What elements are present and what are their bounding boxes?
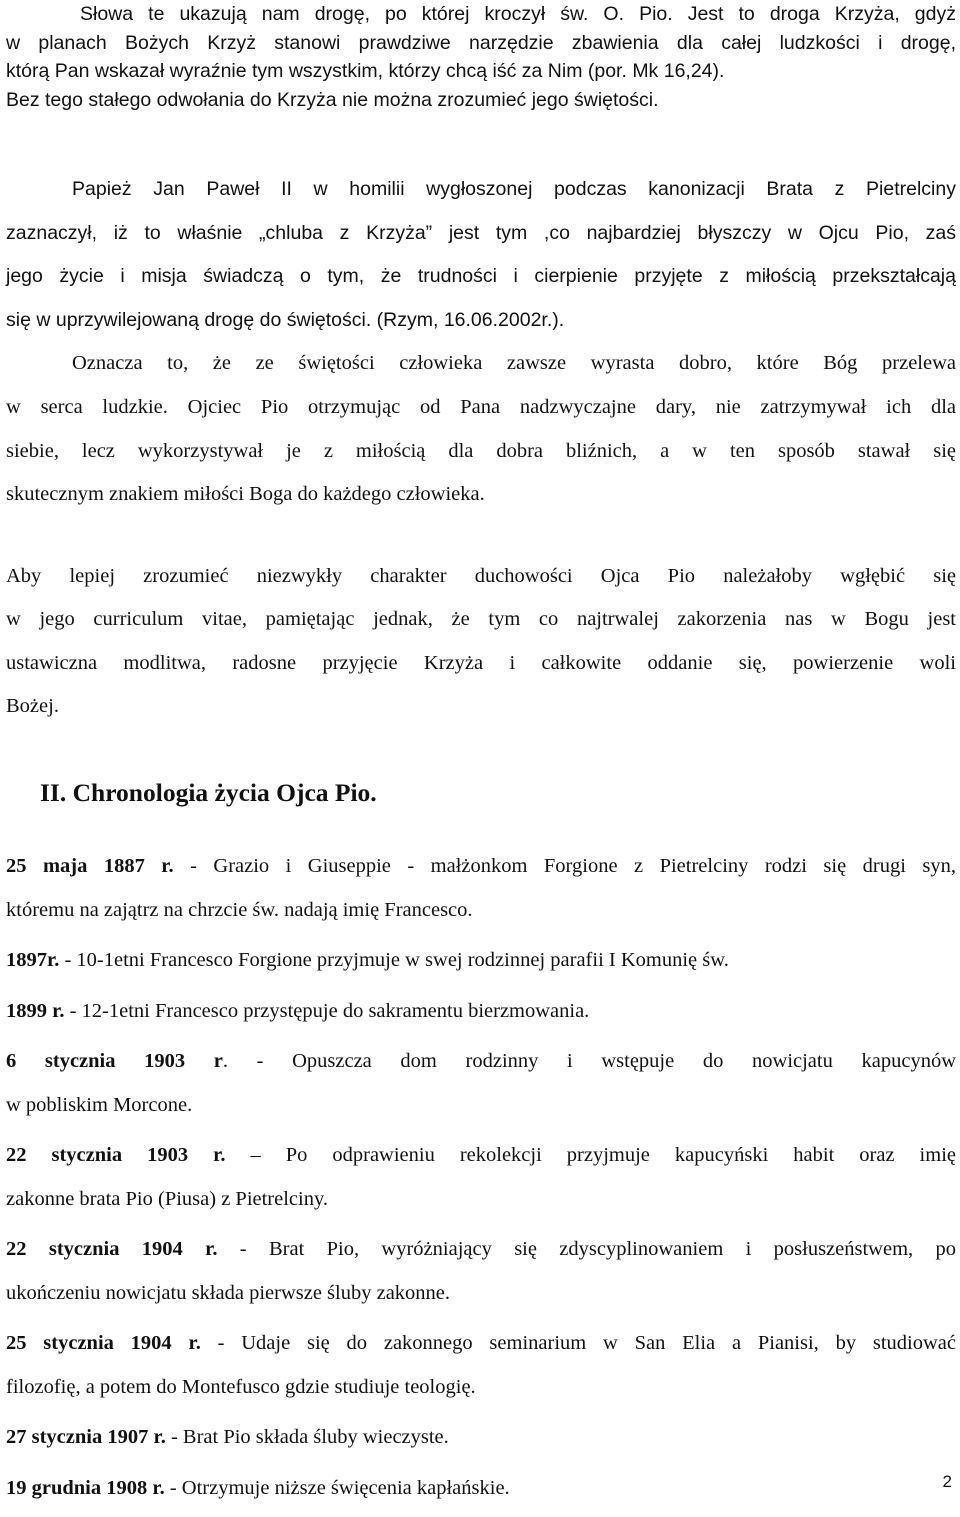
text-line: Papież Jan Paweł II w homilii wygłoszonej podczas kanonizacji Brata z Pietrelciny [72,178,956,200]
chronology-text-continued: w pobliskim Morcone. [6,1093,193,1116]
chronology-text-continued: zakonne brata Pio (Piusa) z Pietrelciny. [6,1187,329,1210]
chronology-text: - Grazio i Giuseppie - małżonkom Forgione z Pietrelciny rodzi się drugi syn, [173,855,956,877]
text-line: się w uprzywilejowaną drogę do świętości. (Rzym, 16.06.2002r.). [6,308,565,331]
text-line: którą Pan wskazał wyraźnie tym wszystkim, którzy chcą iść za Nim (por. Mk 16,24). [6,60,725,82]
chronology-line [6,939,956,983]
chronology-date: 25 maja 1887 r. [6,855,174,877]
paragraph-cross [6,0,956,114]
text-line: Bez tego stałego odwołania do Krzyża nie można zrozumieć jego świętości. [6,88,659,111]
chronology-text: - Otrzymuje niższe święcenia kapłańskie. [164,1476,510,1499]
text-line: Bożej. [6,695,59,718]
chronology-line [6,845,956,889]
paragraph-curriculum [6,555,956,729]
chronology-entry [6,1228,956,1315]
text-line: w jego curriculum vitae, pamiętając jednak, że tym co najtrwalej zakorzenia nas w Bogu jest [6,608,956,631]
chronology-date: 22 stycznia 1904 r. [6,1238,218,1260]
chronology-entry [6,1416,956,1460]
chronology-text: . - Opuszcza dom rodzinny i wstępuje do nowicjatu kapucynów [222,1050,956,1072]
chronology-entry [6,1467,956,1511]
text-line: siebie, lecz wykorzystywał je z miłością dla dobra bliźnich, a w ten sposób stawał się [6,439,956,462]
chronology-entry [6,1322,956,1409]
chronology-line [6,1228,956,1272]
text-line: w planach Bożych Krzyż stanowi prawdziwe narzędzie zbawienia dla całej ludzkości i drogę, [6,31,956,54]
section-heading: II. Chronologia życia Ojca Pio. [40,778,377,807]
paragraph-homily [6,168,956,517]
chronology-text-continued: któremu na zajątrz na chrzcie św. nadają imię Francesco. [6,898,473,921]
chronology-date: 1897r. [6,949,60,971]
chronology-line [6,1040,956,1084]
chronology-entry [6,1134,956,1221]
chronology-line [6,1322,956,1366]
chronology-date: 22 stycznia 1903 r. [6,1144,226,1166]
chronology-text: - Brat Pio składa śluby wieczyste. [165,1426,449,1448]
chronology-text: – Po odprawieniu rekolekcji przyjmuje kapucyński habit oraz imię [225,1144,956,1166]
text-line: zaznaczył, iż to właśnie „chluba z Krzyża” jest tym ,co najbardziej błyszczy w Ojcu Pio, zaś [6,221,956,244]
chronology-date: 27 stycznia 1907 r. [6,1426,166,1448]
chronology-date: 1899 r. [6,999,65,1022]
chronology-entry [6,939,956,983]
text-line: Słowa te ukazują nam drogę, po której kroczył św. O. Pio. Jest to droga Krzyża, gdyż [80,3,956,25]
chronology-entry [6,1040,956,1127]
chronology-text-continued: filozofię, a potem do Montefusco gdzie studiuje teologię. [6,1375,476,1398]
text-line: jego życie i misja świadczą o tym, że trudności i cierpienie przyjęte z miłością przekształcają [6,265,956,288]
text-line: Oznacza to, że ze świętości człowieka zawsze wyrasta dobro, które Bóg przelewa [72,352,956,375]
chronology-text: - Brat Pio, wyróżniający się zdyscyplinowaniem i posłuszeństwem, po [217,1238,956,1260]
chronology-entry [6,990,956,1034]
chronology-text: - 12-1etni Francesco przystępuje do sakramentu bierzmowania. [64,999,590,1022]
chronology-line [6,1416,956,1460]
chronology-entry [6,845,956,932]
chronology-text: - 10-1etni Francesco Forgione przyjmuje w swej rodzinnej parafii I Komunię św. [59,949,729,971]
text-line: skutecznym znakiem miłości Boga do każdego człowieka. [6,483,485,506]
chronology-text-continued: ukończeniu nowicjatu składa pierwsze śluby zakonne. [6,1281,451,1304]
chronology-line [6,990,956,1034]
chronology-line [6,1467,956,1511]
text-line: Aby lepiej zrozumieć niezwykły charakter duchowości Ojca Pio należałoby wgłębić się [6,565,956,587]
chronology-list [6,845,956,1517]
chronology-date: 19 grudnia 1908 r. [6,1476,165,1499]
chronology-date: 6 stycznia 1903 r [6,1050,223,1072]
chronology-line [6,1134,956,1178]
chronology-date: 25 stycznia 1904 r. [6,1332,201,1354]
text-line: w serca ludzkie. Ojciec Pio otrzymując od Pana nadzwyczajne dary, nie zatrzymywał ich dla [6,395,956,418]
page-number: 2 [942,1472,952,1491]
chronology-text: - Udaje się do zakonnego seminarium w San Elia a Pianisi, by studiować [200,1332,956,1354]
text-line: ustawiczna modlitwa, radosne przyjęcie Krzyża i całkowite oddanie się, powierzenie woli [6,651,956,674]
